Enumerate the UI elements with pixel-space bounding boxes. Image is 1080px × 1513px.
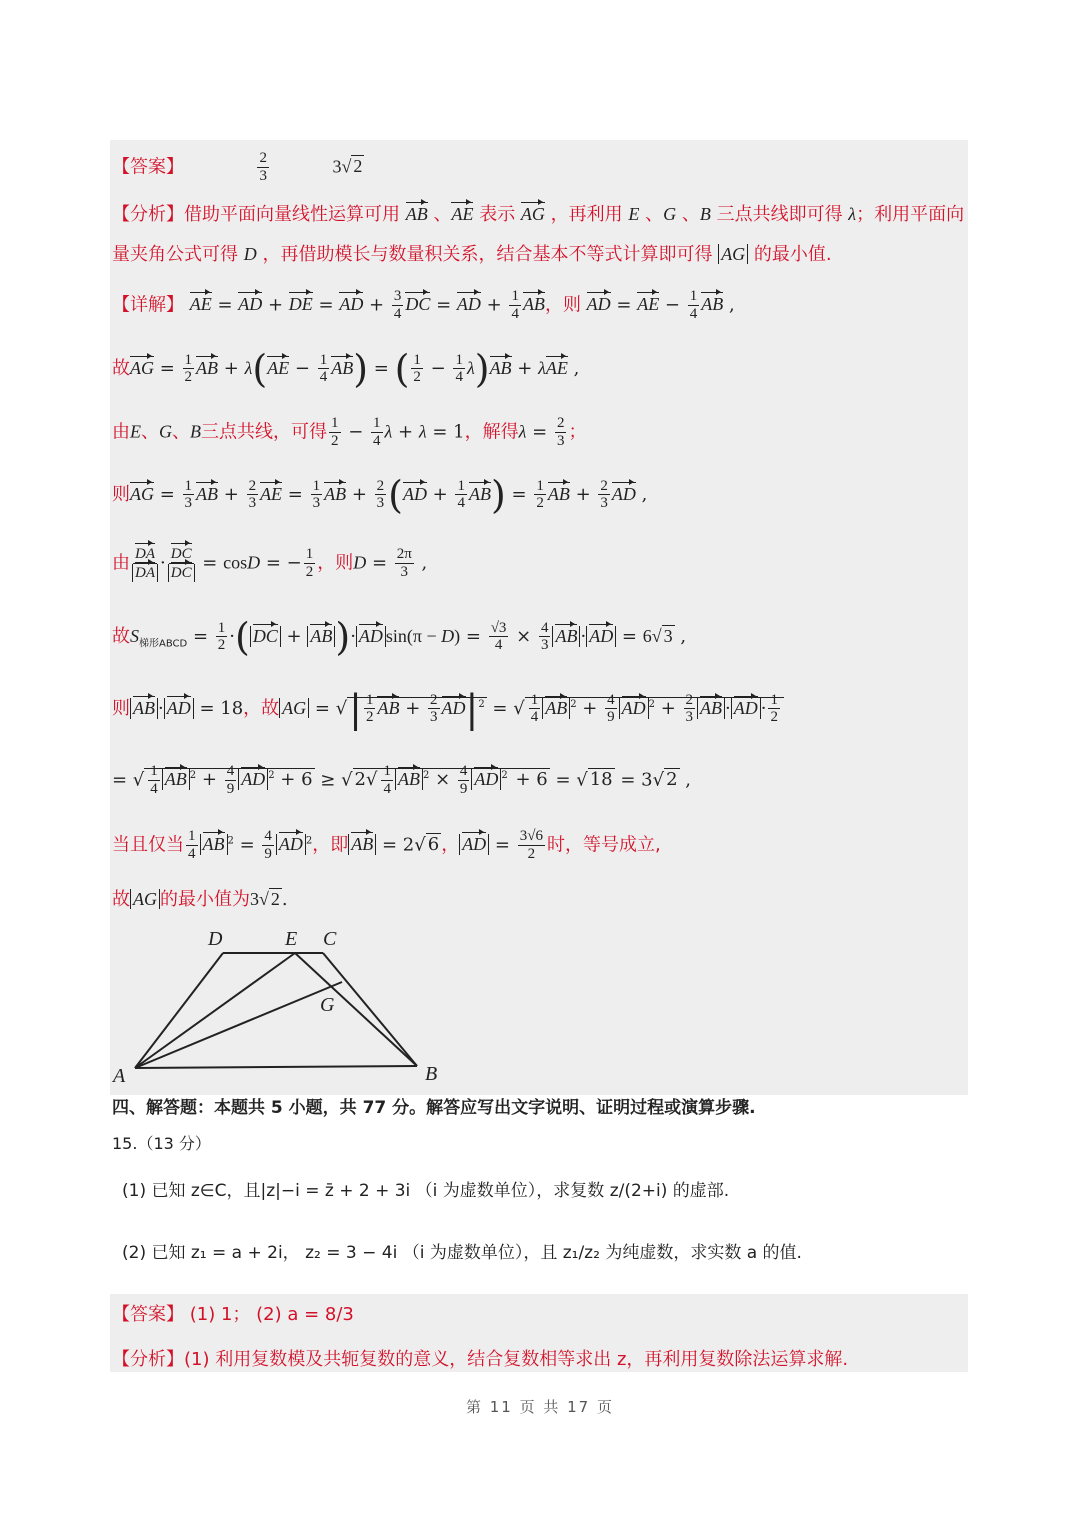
question-15-part2: (2) 已知 z₁ = a + 2i， z₂ = 3 − 4i （i 为虚数单位），且 z₁/z₂ 为纯虚数，求实数 a 的值. bbox=[122, 1243, 802, 1263]
label-D: D bbox=[208, 928, 223, 950]
question-15-title: 15.（13 分） bbox=[112, 1134, 211, 1153]
label-A: A bbox=[113, 1065, 126, 1087]
detail-line-3: 由E、G、B三点共线，可得 $\frac{1}{2}$ − $\frac{1}{4}$ λ + λ = 1，解得λ = $\frac{2}{3}$ ； bbox=[112, 415, 587, 449]
label-B: B bbox=[425, 1063, 438, 1085]
answer-value-2: 3√ 2 bbox=[332, 156, 363, 177]
answer-label-2: 【答案】 bbox=[112, 1304, 184, 1325]
detail-line-10: 故 AG 的最小值为3√ 2 . bbox=[112, 889, 288, 910]
detail-line-6: 故$S_{梯形ABCD}$ = $\frac{1}{2}$ ·( DC + AB)· AD sin(π − D) = $\frac{√3}{4}$ × $\frac{4}{3}$ AB · AD = 6√ 3 , bbox=[112, 615, 687, 659]
detail-label: 【详解】 bbox=[112, 294, 184, 316]
analysis-label-2: 【分析】 bbox=[112, 1349, 184, 1370]
analysis-line-3 bbox=[112, 1351, 848, 1369]
detail-line-7: 则 AB · AD = 18，故 AG = √| $\frac{1}{2}$ AB + $\frac{2}{3}$ $AD|^2$ = √ $\frac{1}{4}$ AB $^2$ + $\frac{4}{9}$ AD $^2$ + $\frac{2}{3}$ AB · AD · $\frac{1}{2}$ bbox=[112, 690, 784, 728]
detail-line-9: 当且仅当 $\frac{1}{4}$ AB $^2$ = $\frac{4}{9}$ AD $^2$，即 AB = 2√ 6 ， AD = $\frac{3√6}{2}$ 时，等号成立, bbox=[112, 828, 661, 862]
analysis-text-2: (1) 利用复数模及共轭复数的意义，结合复数相等求出 z，再利用复数除法运算求解. bbox=[184, 1349, 849, 1370]
analysis-line-2: 量夹角公式可得 D ，再借助模长与数量积关系，结合基本不等式计算即可得 AG 的最小值. bbox=[112, 244, 832, 265]
label-C: C bbox=[323, 928, 337, 950]
question-15-part1: (1) 已知 z∈C，且|z|−i = z̄ + 2 + 3i （i 为虚数单位），求复数 z/(2+i) 的虚部. bbox=[122, 1181, 730, 1201]
detail-line-8: = √ $\frac{1}{4}$ AB $^2$ + $\frac{4}{9}$ AD $^2$ + 6 ≥ √ 2√ $\frac{1}{4}$ AB $^2$ × $\frac{4}{9}$ AD $^2$ + 6 = √ 18 = 3√ 2 , bbox=[112, 763, 691, 797]
page-footer: 第 11 页 共 17 页 bbox=[465, 1398, 614, 1416]
label-G: G bbox=[320, 994, 335, 1016]
answer-text-2: (1) 1； (2) a = 8/3 bbox=[189, 1304, 354, 1325]
section-heading: 四、解答题：本题共 5 小题，共 77 分。解答应写出文字说明、证明过程或演算步骤. bbox=[112, 1098, 756, 1118]
detail-line-2: 故AG = $\frac{1}{2}$ AB + λ(AE − $\frac{1}{4}$ AB) = ( $\frac{1}{2}$ − $\frac{1}{4}$ λ)AB + λAE , bbox=[112, 347, 580, 391]
answer-line-2 bbox=[112, 1306, 354, 1324]
detail-line-5: 由 $\frac{DA}{DA}$ · $\frac{DC}{DC}$ = cosD = − $\frac{1}{2}$ ，则D = $\frac{2\pi}{3}$ , bbox=[112, 546, 428, 581]
detail-line-1: 【详解】 AE = AD + DE = AD + $\frac{3}{4}$ DC = AD + $\frac{1}{4}$ AB，则 AD = AE − $\frac{1}{4}$ AB , bbox=[112, 288, 735, 322]
answer-line-1 bbox=[112, 150, 364, 185]
answer-label: 【答案】 bbox=[112, 156, 184, 178]
answer-fraction: $\frac{2}{3}$ bbox=[259, 150, 267, 184]
analysis-line-1: 【分析】借助平面向量线性运算可用 AB 、AE 表示 AG ，再利用 E 、G 、B 三点共线即可得 λ；利用平面向 bbox=[112, 204, 965, 225]
trapezoid-figure bbox=[105, 920, 455, 1090]
analysis-label: 【分析】 bbox=[112, 204, 184, 225]
label-E: E bbox=[285, 928, 298, 950]
detail-line-4: 则AG = $\frac{1}{3}$ AB + $\frac{2}{3}$ AE = $\frac{1}{3}$ AB + $\frac{2}{3}$ (AD + $\frac{1}{4}$ AB) = $\frac{1}{2}$ AB + $\frac{2}{3}$ AD , bbox=[112, 473, 648, 517]
